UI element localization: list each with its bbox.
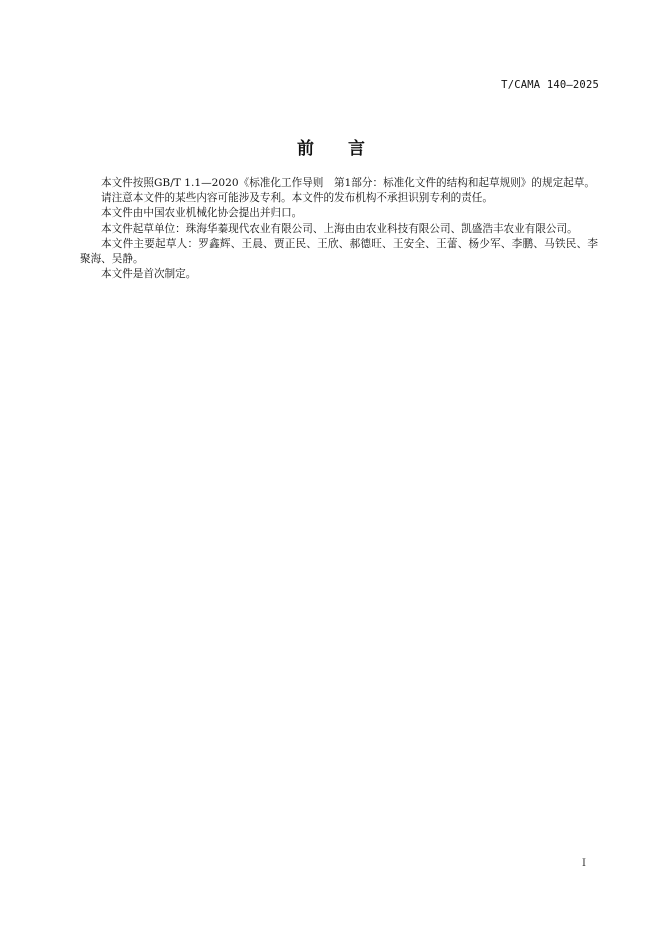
- paragraph-drafters: 本文件主要起草人：罗鑫辉、王晨、贾正民、王欣、郝德旺、王安全、王蕾、杨少军、李鹏、马铁民、李聚海、吴静。: [80, 237, 598, 266]
- section-title-char-2: 言: [348, 139, 365, 159]
- document-code: T/CAMA 140—2025: [501, 79, 599, 91]
- paragraph-drafting-basis: 本文件按照GB/T 1.1—2020《标准化工作导则 第1部分：标准化文件的结构和起草规则》的规定起草。: [101, 177, 595, 189]
- page-number: I: [582, 858, 586, 869]
- paragraph-proposer: 本文件由中国农业机械化协会提出并归口。: [101, 207, 303, 220]
- paragraph-first-edition: 本文件是首次制定。: [101, 268, 197, 281]
- section-title-char-1: 前: [297, 139, 314, 159]
- paragraph-drafting-units: 本文件起草单位：珠海华蓁现代农业有限公司、上海由由农业科技有限公司、凯盛浩丰农业有限公司。: [101, 222, 578, 235]
- foreword-body: [80, 176, 598, 282]
- paragraph-patent-notice: 请注意本文件的某些内容可能涉及专利。本文件的发布机构不承担识别专利的责任。: [101, 192, 493, 205]
- section-title: [0, 134, 662, 159]
